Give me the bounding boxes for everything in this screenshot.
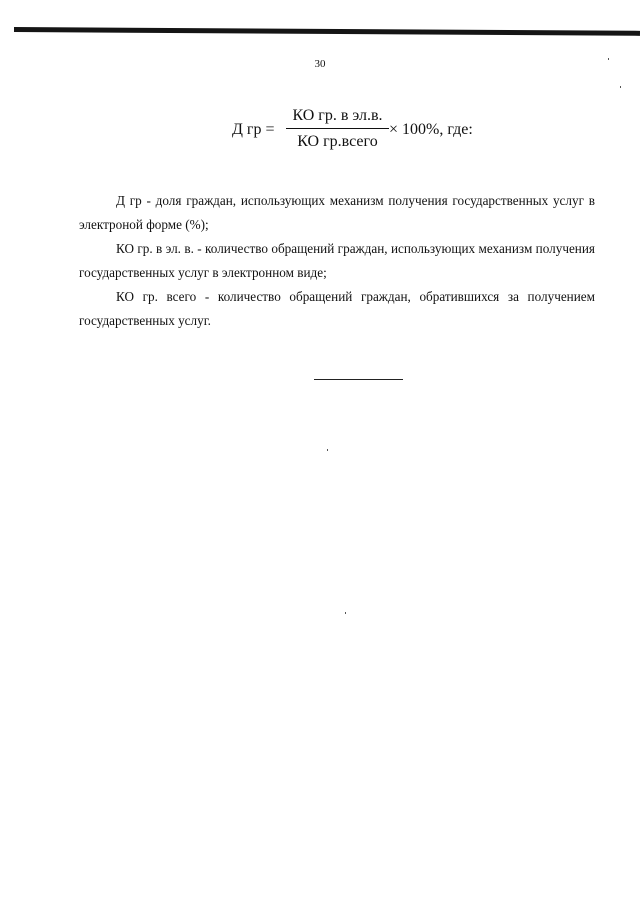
definition-total-requests: КО гр. всего - количество обращений граждан, обратившихся за получением государственных услуг. [79, 289, 595, 328]
formula-numerator: КО гр. в эл.в. [292, 107, 383, 124]
scan-speck [620, 86, 621, 88]
scan-speck [608, 58, 609, 60]
definitions-list [79, 189, 595, 333]
definition-electronic-requests: КО гр. в эл. в. - количество обращений граждан, использующих механизм получения государственных услуг в электронном виде; [79, 241, 595, 280]
scan-speck [327, 449, 328, 451]
definition-share-of-citizens: Д гр - доля граждан, использующих механизм получения государственных услуг в электроной форме (%); [79, 193, 595, 232]
formula-fraction [286, 106, 389, 152]
formula-lhs: Д гр = [232, 121, 275, 138]
top-border-line [14, 27, 640, 36]
formula-denominator: КО гр.всего [297, 133, 378, 150]
formula-rhs: × 100%, где: [389, 121, 473, 138]
end-divider-line [314, 379, 403, 380]
fraction-bar [286, 128, 389, 129]
page-number: 30 [314, 58, 326, 70]
scan-speck [345, 612, 346, 614]
